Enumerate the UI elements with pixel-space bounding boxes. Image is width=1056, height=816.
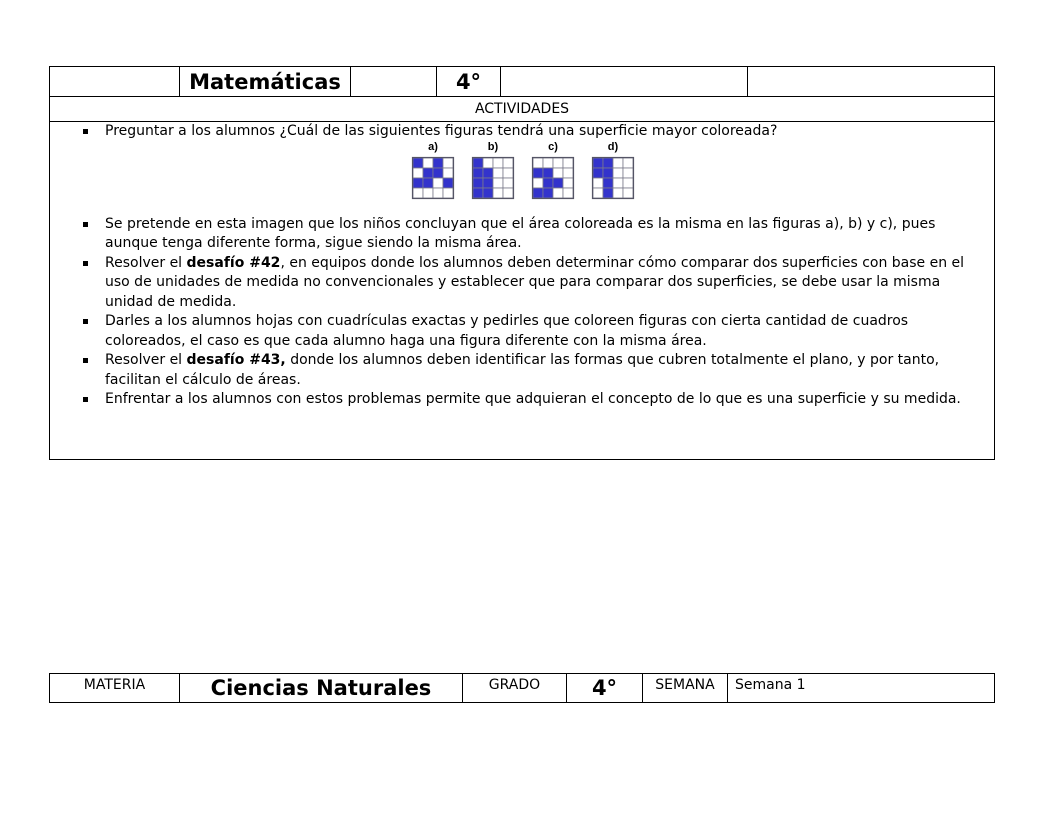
week-value: Semana 1	[735, 677, 806, 693]
grid-cell	[503, 188, 513, 198]
list-item-text-pre: Resolver el	[105, 352, 187, 368]
grid-cell	[493, 188, 503, 198]
list-item-text-pre: Resolver el	[105, 254, 187, 271]
bullet-icon	[83, 358, 88, 363]
grid-cell	[413, 178, 423, 188]
grid-cell	[563, 188, 573, 198]
list-item-text: Preguntar a los alumnos ¿Cuál de las siguientes figuras tendrá una superficie mayor coloreada?	[105, 123, 778, 139]
grid-figure	[411, 156, 455, 200]
next-lesson-table	[49, 673, 995, 703]
list-item-text: Enfrentar a los alumnos con estos problemas permite que adquieran el concepto de lo que es una superficie y su medida.	[105, 391, 961, 407]
grid-figure	[591, 156, 635, 200]
header-row	[50, 67, 994, 97]
grid-cell	[553, 158, 563, 168]
grid-cell	[483, 188, 493, 198]
grid-cell	[553, 178, 563, 188]
list-item	[50, 122, 994, 142]
bullet-icon	[83, 319, 88, 324]
grid-cell	[433, 168, 443, 178]
list-item	[50, 254, 994, 313]
grid-cell	[483, 178, 493, 188]
grid-cell	[623, 158, 633, 168]
list-item-text-post: donde los alumnos deben identificar las formas que cubren totalmente el plano, y por tanto, facilitan el cálculo de áreas.	[105, 352, 940, 388]
grade-cell: 4°	[437, 67, 501, 96]
grid-cell	[563, 168, 573, 178]
grid-cell	[503, 158, 513, 168]
grid-cell	[593, 188, 603, 198]
grid-cell	[423, 158, 433, 168]
grid-cell	[503, 168, 513, 178]
grid-cell	[533, 158, 543, 168]
figure-label: c)	[548, 140, 558, 153]
grid-cell	[623, 188, 633, 198]
grid-cell	[493, 168, 503, 178]
grid-cell	[623, 178, 633, 188]
grid-cell	[443, 178, 453, 188]
bullet-icon	[83, 129, 88, 134]
grid-cell	[433, 158, 443, 168]
grid-cell	[593, 178, 603, 188]
grid-cell	[423, 168, 433, 178]
materia-label: MATERIA	[50, 674, 180, 702]
grid-cell	[433, 188, 443, 198]
subject-cell: Matemáticas	[180, 67, 351, 96]
header-empty-cell	[351, 67, 437, 96]
grid-cell	[603, 188, 613, 198]
grid-cell	[443, 168, 453, 178]
grid-cell	[603, 178, 613, 188]
header-empty-cell	[50, 67, 180, 96]
bullet-icon	[83, 222, 88, 227]
grid-cell	[473, 158, 483, 168]
semana-label: SEMANA	[643, 674, 728, 702]
bullet-icon	[83, 261, 88, 266]
grid-cell	[433, 178, 443, 188]
grid-cell	[593, 168, 603, 178]
grid-cell	[423, 178, 433, 188]
grid-cell	[413, 188, 423, 198]
grid-cell	[533, 178, 543, 188]
challenge-ref: desafío #42	[186, 254, 281, 271]
grid-cell	[473, 178, 483, 188]
grid-cell	[613, 178, 623, 188]
grid-cell	[483, 158, 493, 168]
grid-cell	[623, 168, 633, 178]
grid-cell	[533, 168, 543, 178]
grid-cell	[413, 168, 423, 178]
grid-cell	[413, 158, 423, 168]
header-empty-cell	[501, 67, 748, 96]
grid-cell	[553, 168, 563, 178]
grid-cell	[553, 188, 563, 198]
activities-list	[50, 215, 994, 410]
header-empty-cell	[748, 67, 994, 96]
bullet-icon	[83, 397, 88, 402]
grade-cell: 4°	[567, 674, 643, 702]
grid-cell	[563, 158, 573, 168]
grid-cell	[563, 178, 573, 188]
grid-cell	[473, 188, 483, 198]
grado-label: GRADO	[463, 674, 567, 702]
list-item-text: Se pretende en esta imagen que los niños concluyan que el área coloreada es la misma en las figuras a), b) y c), pues aunque tenga diferente forma, sigue siendo la misma área.	[105, 215, 936, 251]
grid-cell	[613, 188, 623, 198]
grid-cell	[603, 158, 613, 168]
figure-label: a)	[428, 140, 438, 153]
grid-cell	[443, 188, 453, 198]
grid-cell	[493, 178, 503, 188]
grid-figure	[531, 156, 575, 200]
grid-cell	[543, 158, 553, 168]
figure-label: d)	[607, 140, 619, 153]
grid-cell	[473, 168, 483, 178]
grid-cell	[483, 168, 493, 178]
grid-cell	[443, 158, 453, 168]
grid-cell	[543, 178, 553, 188]
figures-row	[50, 142, 994, 215]
grid-cell	[613, 158, 623, 168]
grid-cell	[423, 188, 433, 198]
grid-cell	[533, 188, 543, 198]
lesson-table	[49, 66, 995, 460]
grid-cell	[593, 158, 603, 168]
activities-list	[50, 122, 994, 142]
list-item-text: Darles a los alumnos hojas con cuadrículas exactas y pedirles que coloreen figuras con cierta cantidad de cuadros coloreados, el caso es que cada alumno haga una figura diferente con la misma área.	[105, 313, 909, 349]
grid-figure	[471, 156, 515, 200]
grid-cell	[503, 178, 513, 188]
grid-cell	[543, 188, 553, 198]
list-item	[50, 390, 994, 410]
subject-cell: Ciencias Naturales	[180, 674, 463, 702]
list-item	[50, 351, 994, 390]
list-item-text-post: , en equipos donde los alumnos deben determinar cómo comparar dos superficies con base en el uso de unidades de medida no convencionales y establecer que para comparar dos superficies, se debe usar la misma unidad de medida.	[105, 254, 965, 310]
challenge-ref: desafío #43,	[186, 352, 286, 368]
figure-label: b)	[487, 140, 499, 153]
grid-cell	[493, 158, 503, 168]
activities-content	[50, 122, 994, 410]
list-item	[50, 312, 994, 351]
grid-cell	[603, 168, 613, 178]
grid-cell	[543, 168, 553, 178]
grid-cell	[613, 168, 623, 178]
activities-title: ACTIVIDADES	[50, 96, 994, 122]
list-item	[50, 215, 994, 254]
